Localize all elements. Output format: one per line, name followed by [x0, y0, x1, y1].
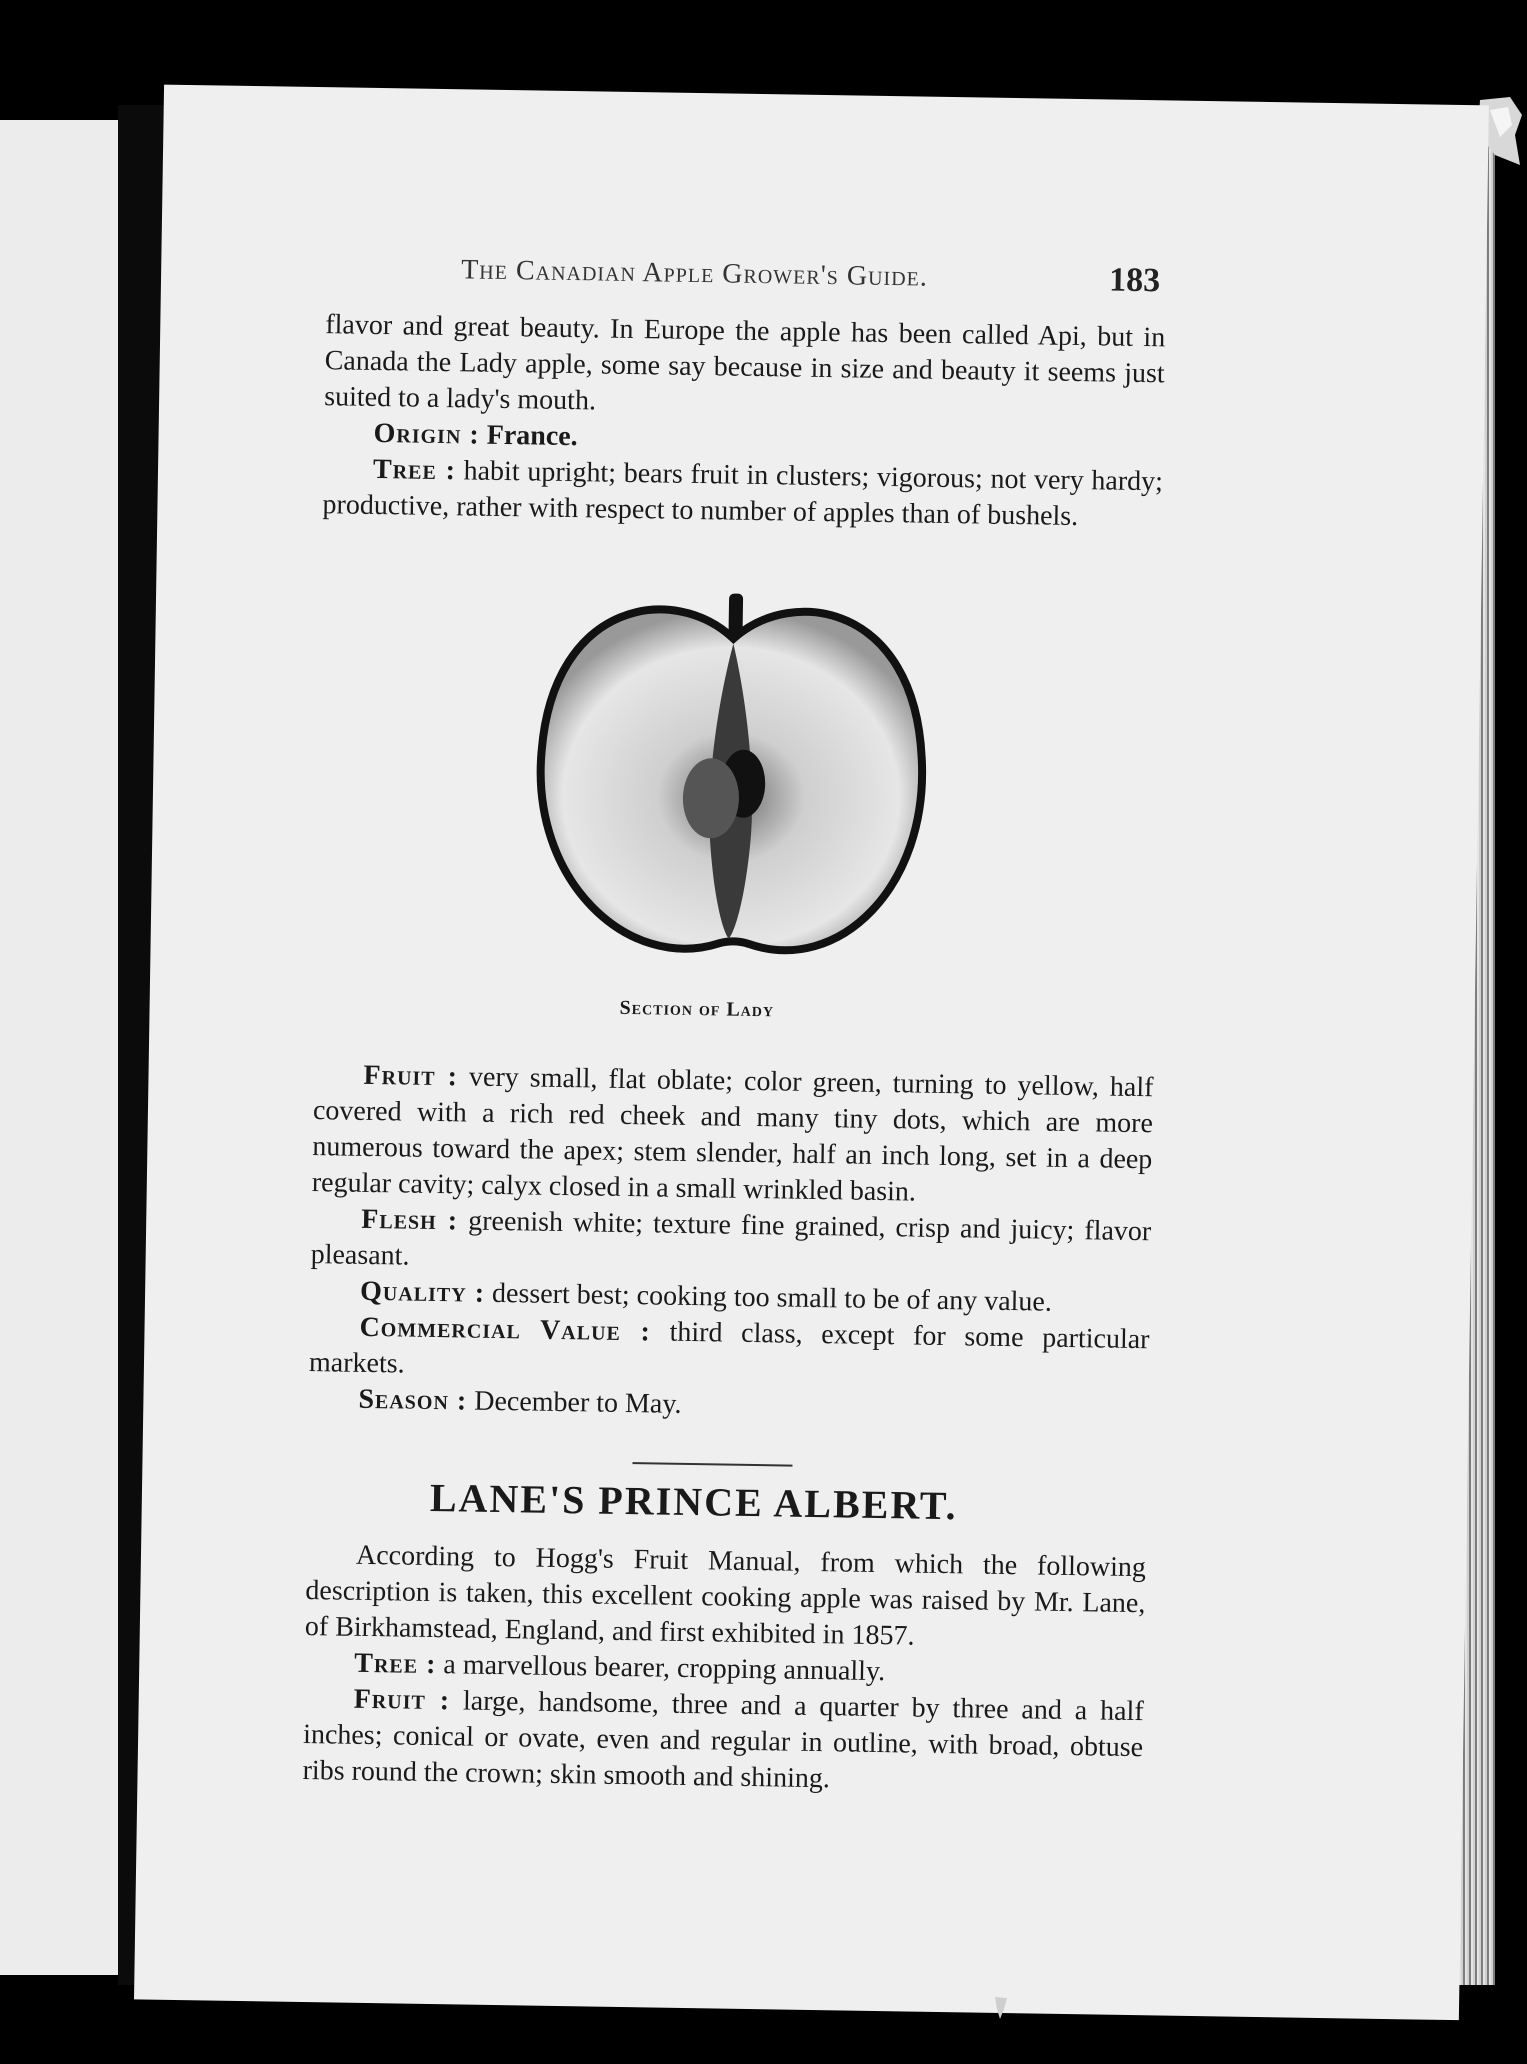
paragraph-flesh: [310, 1201, 1151, 1286]
lanes-fruit-label: Fruit :: [353, 1683, 451, 1717]
facing-page: [0, 120, 118, 1975]
flesh-label: Flesh :: [361, 1203, 459, 1237]
commercial-value-label: Commercial Value :: [359, 1311, 652, 1348]
origin-text: France.: [486, 419, 578, 453]
origin-label: Origin :: [373, 417, 480, 451]
paragraph-commercial-value: [309, 1309, 1150, 1394]
paragraph-lanes-intro: According to Hogg's Fruit Manual, from which the following description is taken, this excellent cooking apple was raised by Mr. Lane, of Birkhamstead, England, and first exhibited in 1857.: [304, 1539, 1147, 1652]
page-stain-mark: [992, 1995, 1010, 2020]
figure-caption: Section of Lady: [619, 996, 775, 1022]
season-label: Season :: [358, 1383, 468, 1417]
commercial-value-text: third class, except for some particular markets.: [308, 1316, 1150, 1380]
section-lady-apple-details: [308, 1057, 1154, 1430]
book-page: [134, 85, 1489, 2021]
running-head: The Canadian Apple Grower's Guide.: [460, 254, 929, 293]
paragraph-lanes-fruit: [302, 1681, 1144, 1802]
section-heading: LANE'S PRINCE ALBERT.: [429, 1474, 958, 1529]
paragraph-tree: [322, 451, 1163, 536]
paragraph-intro: flavor and great beauty. In Europe the apple has been called Api, but in Canada the Lady apple, some say because in size and beauty it seems just suited to a lady's mouth.: [323, 309, 1166, 417]
season-text: December to May.: [474, 1385, 682, 1420]
fruit-text: very small, flat oblate; color green, turning to yellow, half covered with a rich red cheek and many tiny dots, which are more numerous toward the apex; stem slender, half an inch long, set in a deep regular cavity; calyx closed in a small wrinkled basin.: [311, 1061, 1154, 1208]
quality-label: Quality :: [359, 1275, 486, 1309]
lanes-tree-label: Tree :: [354, 1647, 437, 1681]
flesh-text: greenish white; texture fine grained, crisp and juicy; flavor pleasant.: [310, 1205, 1152, 1272]
lanes-tree-text: a marvellous bearer, cropping annually.: [443, 1649, 886, 1688]
lanes-fruit-text: large, handsome, three and a quarter by three and a half inches; conical or ovate, even and regular in outline, with broad, obtuse ribs round the crown; skin smooth and shining.: [302, 1685, 1144, 1795]
apple-section-illustration: [528, 580, 934, 981]
tree-text: habit upright; bears fruit in clusters; vigorous; not very hardy; productive, rather with respect to number of apples than of bushels.: [322, 455, 1164, 533]
section-lanes-prince-albert: [302, 1537, 1146, 1802]
fruit-label: Fruit :: [363, 1059, 459, 1093]
quality-text: dessert best; cooking too small to be of any value.: [491, 1277, 1053, 1318]
tree-label: Tree :: [372, 453, 457, 487]
section-lady-apple-top: [322, 307, 1165, 536]
section-divider: [632, 1462, 792, 1467]
page-number: 183: [1108, 261, 1161, 300]
paragraph-fruit: [312, 1057, 1154, 1214]
